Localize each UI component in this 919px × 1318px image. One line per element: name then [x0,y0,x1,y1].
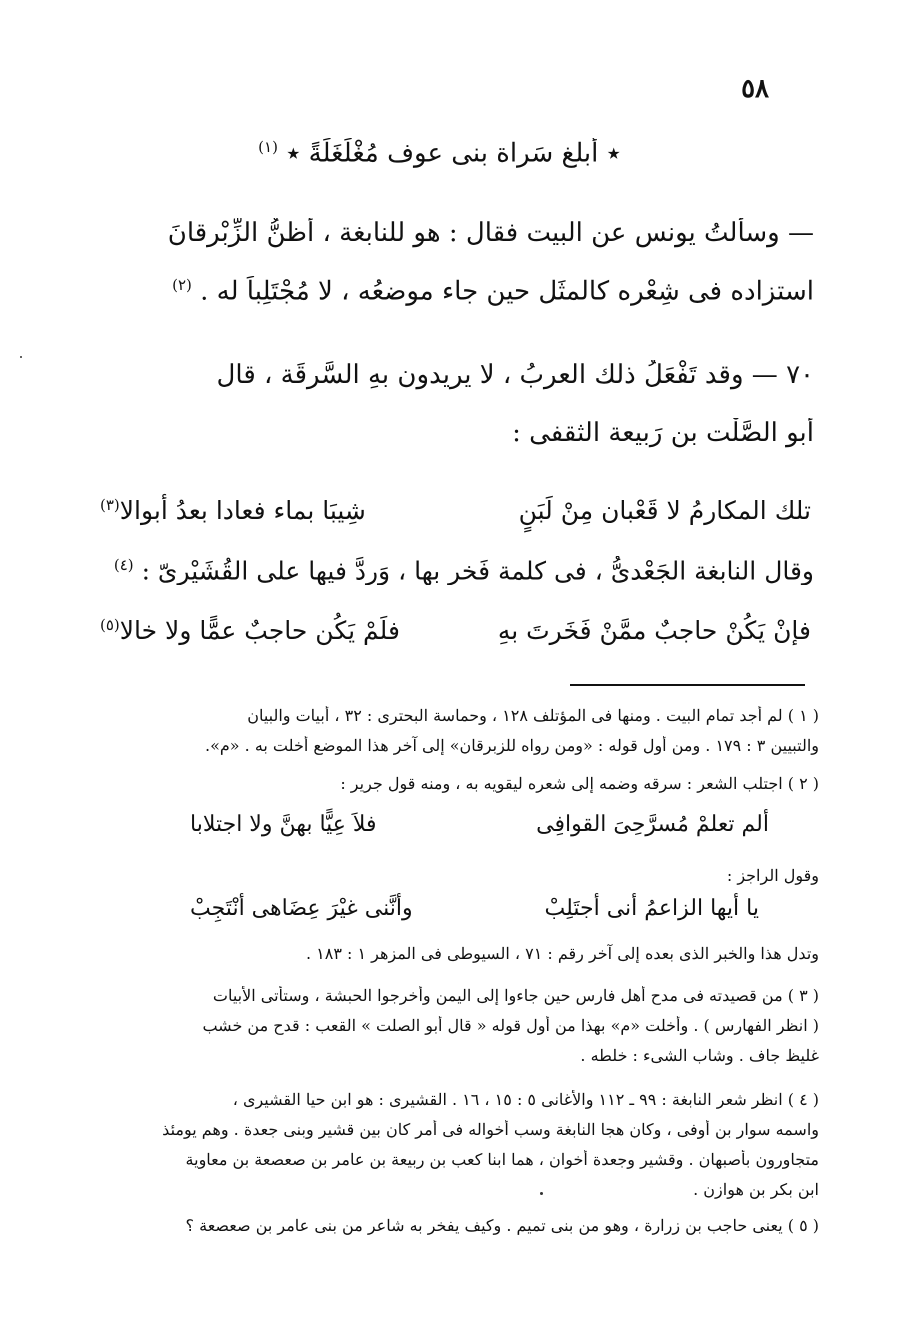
footnote-3-line-2: ( انظر الفهارس ) . وأخلت «م» بهذا من أول قوله « قال أبو الصلت » القعب : قدح من خشب [202,1016,819,1035]
verse-2-left-wrap [100,616,400,645]
scan-speck [20,356,22,358]
paragraph-2-line-2: أبو الصَّلْت بن رَبيعة الثقفى : [512,418,814,448]
verse-2-right-hemistich: فإنْ يَكُنْ حاجبٌ ممَّنْ فَخَرتَ بهِ [497,616,811,645]
footnote-separator [570,684,805,686]
footnote-2-verse-2-left: وأنَّنى غيْرَ عِضَاهى أنْتَجِبْ [190,896,413,921]
footnote-mark-5: (٥) [100,616,120,634]
paragraph-1-line-2 [90,276,814,307]
footnote-2-verse-1 [190,812,769,837]
verse-2 [100,616,811,645]
paragraph-1-line-2-text: استزاده فى شِعْره كالمثَل حين جاء موضعُه ، لا مُجْتَلِباً له . [200,276,814,307]
verse-1 [100,496,811,525]
footnote-2-verse-2 [190,896,759,921]
footnote-2-verse-2-right: يا أيها الزاعمُ أنى أجتَلِبْ [544,896,759,921]
hemistich: ٭ أبلغ سَراة بنى عوف مُغْلَغَلَةً ٭ [286,138,621,169]
footnote-3-line-1: ( ٣ ) من قصيدته فى مدح أهل فارس حين جاءوا إلى اليمن وأخرجوا الحبشة ، وستأتى الأبيات [212,986,819,1005]
scan-speck [540,1192,543,1195]
footnote-5-line-1: ( ٥ ) يعنى حاجب بن زرارة ، وهو من بنى تميم . وكيف يفخر به شاعر من بنى عامر بن صعصعة ؟ [185,1216,819,1235]
page-number: ٥٨ [741,74,769,104]
footnote-1-line-2: والتبيين ٣ : ١٧٩ . ومن أول قوله : «ومن رواه للزبرقان» إلى آخر هذا الموضع أخلت به . «م». [204,736,819,755]
footnote-2-line-1: ( ٢ ) اجتلب الشعر : سرقه وضمه إلى شعره ليقويه به ، ومنه قول جرير : [340,774,819,793]
verse-1-left-wrap [100,496,366,525]
footnote-4-line-2: واسمه سوار بن أوفى ، وكان هجا النابغة وسب أخواله فى أمر كان بين قشير وبنى جعدة . وهم يومئذ [162,1120,819,1139]
footnote-mark-2: (٢) [172,276,192,294]
footnote-2-verse-1-left: فلاَ عِيًّا بهنَّ ولا اجتلابا [190,812,377,837]
paragraph-3-text: وقال النابغة الجَعْدىُّ ، فى كلمة فَخر بها ، وَردَّ فيها على القُشَيْرىّ : [141,556,814,586]
paragraph-3-line [90,556,814,585]
verse-1-left-hemistich: شِيبَا بماء فعادا بعدُ أبوالا [119,496,366,526]
verse-1-right-hemistich: تلك المكارمُ لا قَعْبان مِنْ لَبَنٍ [518,496,811,525]
verse-2-left-hemistich: فلَمْ يَكُن حاجبٌ عمًّا ولا خالا [119,616,400,646]
footnote-mark-4: (٤) [113,556,134,574]
footnote-4-line-4: ابن بكر بن هوازن . [693,1180,819,1199]
footnote-4-line-1: ( ٤ ) انظر شعر النابغة : ٩٩ ـ ١١٢ والأغانى ٥ : ١٥ ، ١٦ . القشيرى : هو ابن حيا القشيرى ، [232,1090,819,1109]
footnote-mark-3: (٣) [100,496,120,514]
footnote-mark-1: (١) [258,138,278,156]
footnote-4-line-3: متجاورون بأصبهان . وقشير وجعدة أخوان ، هما ابنا كعب بن ربيعة بن عامر بن صعصعة بن معاوية [185,1150,819,1169]
hemistich-line [200,138,679,169]
footnote-2-verse-1-right: ألم تعلمْ مُسرَّحِىَ القوافِى [536,812,769,837]
paragraph-2-line-1: ٧٠ — وقد تَفْعَلُ ذلك العربُ ، لا يريدون بهِ السَّرِقَة ، قال [216,360,814,390]
footnote-2-rajiz-label: وقول الراجز : [726,866,819,885]
footnote-3-line-3: غليظ جاف . وشاب الشىء : خلطه . [580,1046,819,1065]
footnote-1-line-1: ( ١ ) لم أجد تمام البيت . ومنها فى المؤتلف ١٢٨ ، وحماسة البحترى : ٣٢ ، أبيات والبيان [247,706,819,725]
footnote-2-last-line: وتدل هذا والخبر الذى بعده إلى آخر رقم : ٧١ ، السيوطى فى المزهر ١ : ١٨٣ . [305,944,819,963]
paragraph-1-line-1: — وسألتُ يونس عن البيت فقال : هو للنابغة ، أظنُّ الزِّبْرقانَ [167,218,814,248]
